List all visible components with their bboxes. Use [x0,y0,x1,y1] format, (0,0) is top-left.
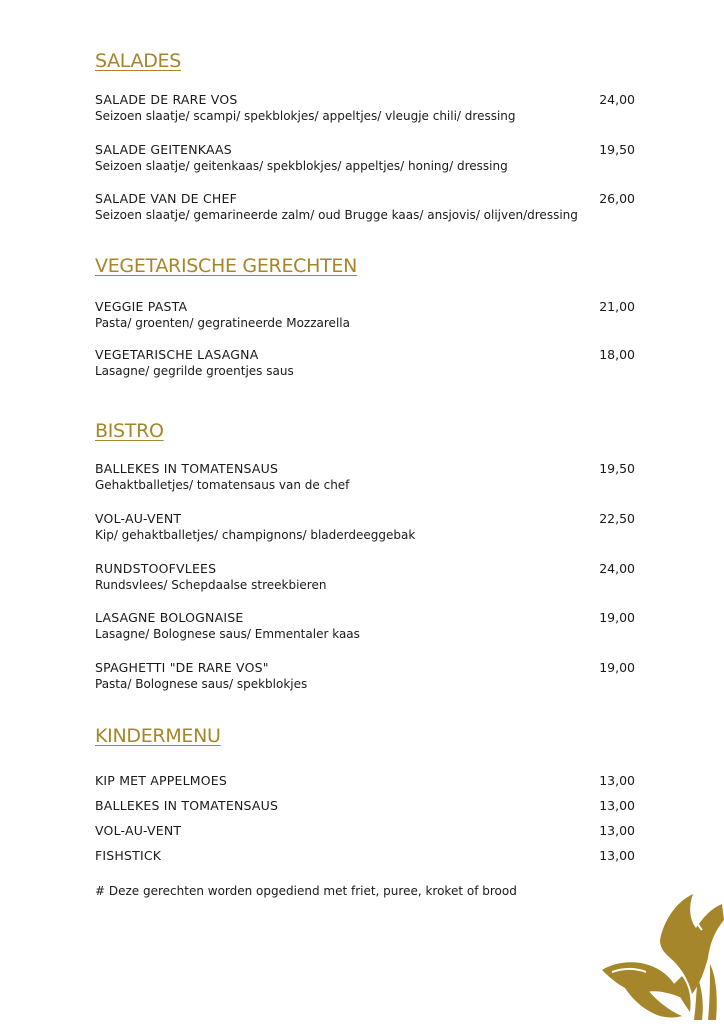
footnote: # Deze gerechten worden opgediend met friet, puree, kroket of brood [95,884,517,898]
item-price: 19,50 [599,461,635,476]
item-name: VOL-AU-VENT [95,823,182,838]
menu-item [95,142,635,173]
item-description: Seizoen slaatje/ geitenkaas/ spekblokjes/ appeltjes/ honing/ dressing [95,159,508,173]
menu-item [95,92,635,123]
item-description: Pasta/ groenten/ gegratineerde Mozzarella [95,316,350,330]
item-name: KIP MET APPELMOES [95,773,228,788]
item-name: LASAGNE BOLOGNAISE [95,610,244,625]
item-description: Seizoen slaatje/ gemarineerde zalm/ oud Brugge kaas/ ansjovis/ olijven/dressing [95,208,578,222]
menu-item [95,299,635,330]
menu-item [95,191,635,222]
menu-item [95,461,635,492]
fox-logo-icon [598,880,724,1020]
item-name: SPAGHETTI "DE RARE VOS" [95,660,269,675]
item-description: Lasagne/ gegrilde groentjes saus [95,364,294,378]
item-name: SALADE GEITENKAAS [95,142,232,157]
section-title-salades: SALADES [95,50,182,72]
item-price: 18,00 [599,347,635,362]
item-description: Lasagne/ Bolognese saus/ Emmentaler kaas [95,627,360,641]
menu-item [95,823,635,838]
menu-item [95,561,635,592]
item-name: VEGETARISCHE LASAGNA [95,347,259,362]
item-price: 19,00 [599,660,635,675]
item-price: 21,00 [599,299,635,314]
item-price: 22,50 [599,511,635,526]
item-price: 13,00 [599,773,635,788]
menu-item [95,773,635,788]
item-price: 13,00 [599,848,635,863]
section-title-bistro: BISTRO [95,420,164,442]
menu-item [95,798,635,813]
item-name: FISHSTICK [95,848,162,863]
item-price: 13,00 [599,798,635,813]
item-name: RUNDSTOOFVLEES [95,561,217,576]
menu-item [95,347,635,378]
item-name: SALADE DE RARE VOS [95,92,238,107]
menu-item [95,660,635,691]
item-name: BALLEKES IN TOMATENSAUS [95,461,279,476]
item-price: 19,50 [599,142,635,157]
item-description: Pasta/ Bolognese saus/ spekblokjes [95,677,308,691]
item-name: VEGGIE PASTA [95,299,188,314]
menu-item [95,610,635,641]
section-title-vegetarische-gerechten: VEGETARISCHE GERECHTEN [95,255,358,277]
item-name: VOL-AU-VENT [95,511,182,526]
item-price: 24,00 [599,561,635,576]
section-title-kindermenu: KINDERMENU [95,725,221,747]
item-price: 13,00 [599,823,635,838]
item-description: Kip/ gehaktballetjes/ champignons/ bladerdeeggebak [95,528,416,542]
item-name: SALADE VAN DE CHEF [95,191,237,206]
item-price: 24,00 [599,92,635,107]
item-name: BALLEKES IN TOMATENSAUS [95,798,279,813]
menu-item [95,848,635,863]
item-description: Gehaktballetjes/ tomatensaus van de chef [95,478,350,492]
item-price: 26,00 [599,191,635,206]
item-description: Rundsvlees/ Schepdaalse streekbieren [95,578,327,592]
menu-item [95,511,635,542]
item-description: Seizoen slaatje/ scampi/ spekblokjes/ appeltjes/ vleugje chili/ dressing [95,109,516,123]
item-price: 19,00 [599,610,635,625]
